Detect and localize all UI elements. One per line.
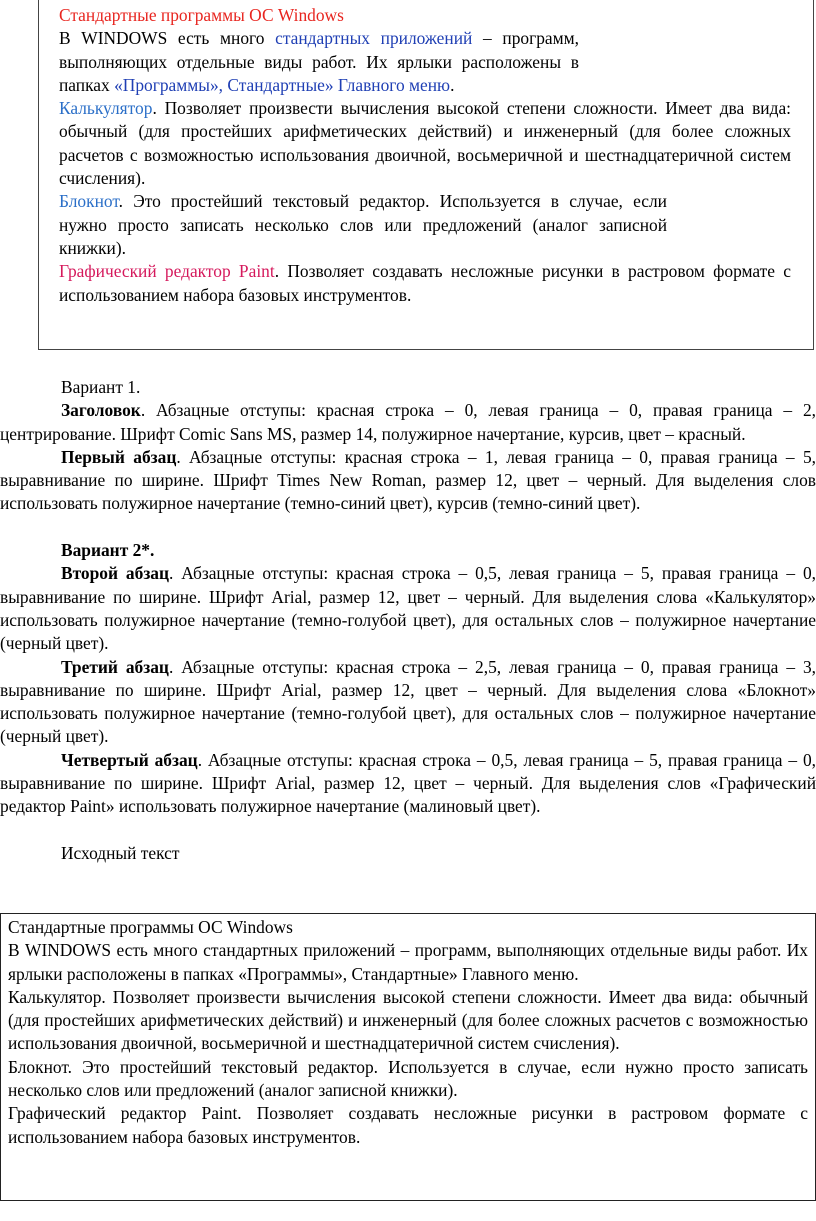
sample-p1-highlight-apps: стандартных приложений (275, 28, 473, 49)
source-text-box (0, 913, 816, 1201)
sample-p4-keyword: Графический редактор Paint (59, 261, 275, 282)
variant-1-title-instruction (0, 399, 816, 446)
variant-2-p4-instruction (0, 749, 816, 819)
sample-p3-text: . Это простейший текстовый редактор. Используется в случае, если нужно просто записать несколько слов или предложений (аналог записной книжки). (59, 191, 667, 258)
sample-p1-text-e: . (450, 74, 455, 95)
fourth-paragraph-instruction-text: . Абзацные отступы: красная строка – 0,5, левая граница – 5, правая граница – 0, выравнивание по ширине. Шрифт Arial, размер 12, цвет – черный. Для выделения слов «Графический редактор Paint» использовать полужирное начертание (малиновый цвет). (0, 749, 816, 817)
sample-p1-text-c: – программ, выполняющих отдельные виды работ. Их ярлыки расположены в папках (59, 28, 579, 95)
sample-p3-keyword: Блокнот (59, 191, 119, 212)
third-paragraph-label: Третий абзац (61, 656, 169, 677)
fourth-paragraph-label: Четвертый абзац (61, 749, 198, 770)
source-paragraph-1: В WINDOWS есть много стандартных приложений – программ, выполняющих отдельные виды работ. Их ярлыки расположены в папках «Программы», Стандартные» Главного меню. (8, 940, 808, 984)
source-paragraph-4: Графический редактор Paint. Позволяет создавать несложные рисунки в растровом формате с использованием набора базовых инструментов. (8, 1103, 808, 1147)
sample-p2-keyword: Калькулятор (59, 98, 153, 119)
sample-paragraph-3 (59, 190, 667, 260)
sample-p1-text-a: В WINDOWS есть много (59, 28, 276, 49)
sample-title: Стандартные программы ОС Windows (59, 5, 344, 25)
sample-p4-text: . Позволяет создавать несложные рисунки в растровом формате с использованием набора базовых инструментов. (59, 261, 791, 305)
task-instructions (0, 376, 816, 865)
sample-p1-highlight-folders: «Программы», Стандартные» Главного меню (114, 74, 451, 95)
sample-paragraph-1 (59, 27, 579, 97)
second-paragraph-instruction-text: . Абзацные отступы: красная строка – 0,5, левая граница – 5, правая граница – 0, выравнивание по ширине. Шрифт Arial, размер 12, цвет – черный. Для выделения слова «Калькулятор» использовать полужирное начертание (темно-голубой цвет), для остальных слов – полужирное начертание (черный цвет). (0, 563, 816, 654)
second-paragraph-label: Второй абзац (61, 563, 170, 584)
variant-1-heading: Вариант 1. (61, 377, 141, 397)
variant-2-heading: Вариант 2*. (61, 540, 155, 561)
sample-paragraph-4 (59, 260, 791, 307)
source-text-heading: Исходный текст (61, 842, 180, 863)
first-paragraph-instruction-text: . Абзацные отступы: красная строка – 1, левая граница – 0, правая граница – 5, выравнивание по ширине. Шрифт Times New Roman, размер 12, цвет – черный. Для выделения слов использовать полужирное начертание (темно-синий цвет), курсив (темно-синий цвет). (0, 446, 816, 514)
source-paragraph-3: Блокнот. Это простейший текстовый редактор. Используется в случае, если нужно просто записать несколько слов или предложений (аналог записной книжки). (8, 1056, 808, 1101)
sample-result-box (38, 0, 814, 350)
sample-result-content (59, 4, 791, 307)
variant-1-p1-instruction (0, 446, 816, 516)
variant-2-p2-instruction (0, 562, 816, 655)
title-label: Заголовок (61, 400, 141, 421)
variant-2-p3-instruction (0, 656, 816, 749)
sample-paragraph-2 (59, 97, 791, 190)
sample-p2-text: . Позволяет произвести вычисления высокой степени сложности. Имеет два вида: обычный (для простейших арифметических действий) и инженерный (для более сложных расчетов с возможностью использования двоичной, восьмеричной и шестнадцатеричной систем счисления). (59, 98, 791, 189)
source-text-content (8, 916, 808, 1149)
third-paragraph-instruction-text: . Абзацные отступы: красная строка – 2,5, левая граница – 0, правая граница – 3, выравнивание по ширине. Шрифт Arial, размер 12, цвет – черный. Для выделения слова «Блокнот» использовать полужирное начертание (темно-голубой цвет), для остальных слов – полужирное начертание (черный цвет). (0, 656, 816, 747)
source-title: Стандартные программы ОС Windows (8, 917, 293, 937)
source-paragraph-2: Калькулятор. Позволяет произвести вычисления высокой степени сложности. Имеет два вида: обычный (для простейших арифметических действий) и инженерный (для более сложных расчетов с возможностью использования двоичной, восьмеричной и шестнадцатеричной систем счисления). (8, 986, 808, 1054)
first-paragraph-label: Первый абзац (61, 446, 177, 467)
title-instruction-text: . Абзацные отступы: красная строка – 0, левая граница – 0, правая граница – 2, центрирование. Шрифт Comic Sans MS, размер 14, полужирное начертание, курсив, цвет – красный. (0, 400, 816, 444)
